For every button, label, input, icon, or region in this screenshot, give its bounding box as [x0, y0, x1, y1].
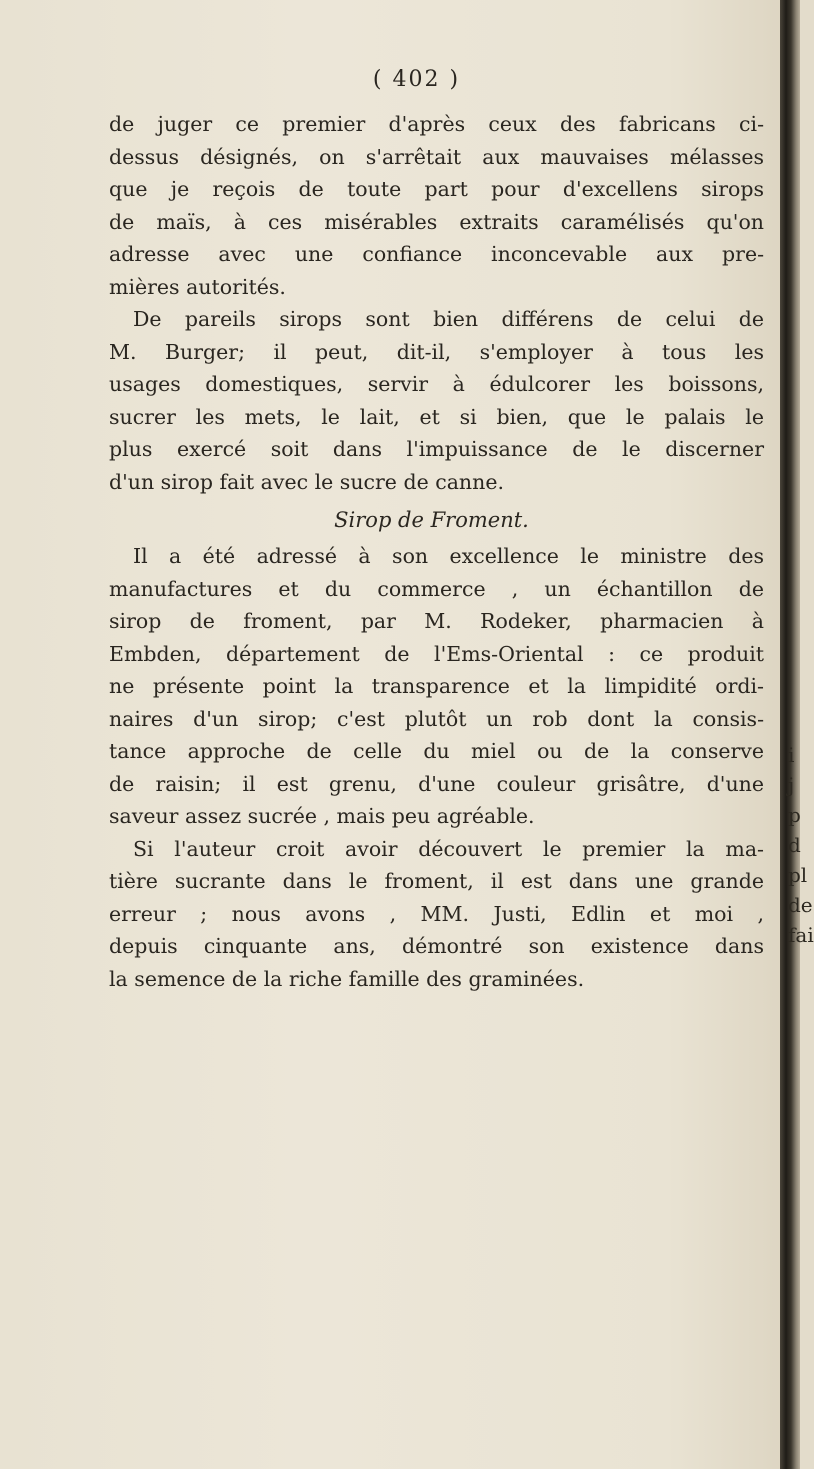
text-line: erreur ; nous avons , MM. Justi, Edlin et moi , [109, 901, 764, 926]
text-line: Embden, département de l'Ems-Oriental : ce produit [109, 641, 764, 666]
text-line: sirop de froment, par M. Rodeker, pharmacien à [109, 609, 764, 633]
text-line: que je reçois de toute part pour d'excellens sirops [109, 177, 764, 201]
text-line: de raisin; il est grenu, d'une couleur grisâtre, d'une [109, 771, 764, 796]
text-line: adresse avec une confiance inconcevable aux pre- [109, 242, 764, 266]
edge-fragment: fai [788, 923, 814, 947]
edge-fragment: j [788, 773, 795, 797]
text-line: Si l'auteur croit avoir découvert le premier la ma- [133, 836, 764, 861]
text-line: mières autorités. [109, 274, 286, 299]
text-line: de maïs, à ces misérables extraits caramélisés qu'on [109, 209, 764, 234]
text-line: d'un sirop fait avec le sucre de canne. [109, 469, 504, 494]
text-line: tière sucrante dans le froment, il est dans une grande [109, 869, 764, 893]
text-line: M. Burger; il peut, dit-il, s'employer à tous les [109, 339, 764, 364]
text-line: dessus désignés, on s'arrêtait aux mauvaises mélasses [109, 144, 764, 169]
text-line: Il a été adressé à son excellence le ministre des [133, 544, 764, 568]
text-line: sucrer les mets, le lait, et si bien, que le palais le [109, 404, 764, 429]
text-line: usages domestiques, servir à édulcorer les boissons, [109, 372, 764, 396]
text-line: tance approche de celle du miel ou de la conserve [109, 739, 764, 763]
paragraph-4 [109, 833, 764, 996]
text-line: depuis cinquante ans, démontré son existence dans [109, 934, 764, 958]
paragraph-2 [109, 303, 764, 498]
page-number: ( 402 ) [372, 67, 461, 92]
text-line: plus exercé soit dans l'impuissance de le discerner [109, 437, 764, 461]
text-line: de juger ce premier d'après ceux des fabricans ci- [109, 112, 764, 136]
edge-fragment: pl [788, 863, 808, 887]
text-line: la semence de la riche famille des graminées. [109, 966, 585, 991]
edge-fragment: p [788, 803, 801, 827]
paragraph-1 [109, 108, 764, 303]
page-text [109, 62, 764, 995]
edge-fragment: de [788, 893, 813, 917]
text-line: naires d'un sirop; c'est plutôt un rob dont la consis- [109, 706, 764, 731]
text-line: saveur assez sucrée , mais peu agréable. [109, 804, 535, 828]
text-line: ne présente point la transparence et la limpidité ordi- [109, 674, 764, 698]
paragraph-3 [109, 540, 764, 833]
text-line: manufactures et du commerce , un échantillon de [109, 576, 764, 601]
section-heading: Sirop de Froment. [334, 508, 529, 532]
edge-fragment: d [788, 833, 801, 857]
edge-fragment: i [788, 743, 795, 767]
text-line: De pareils sirops sont bien différens de celui de [133, 307, 764, 331]
adjacent-page-fragments [788, 740, 814, 950]
